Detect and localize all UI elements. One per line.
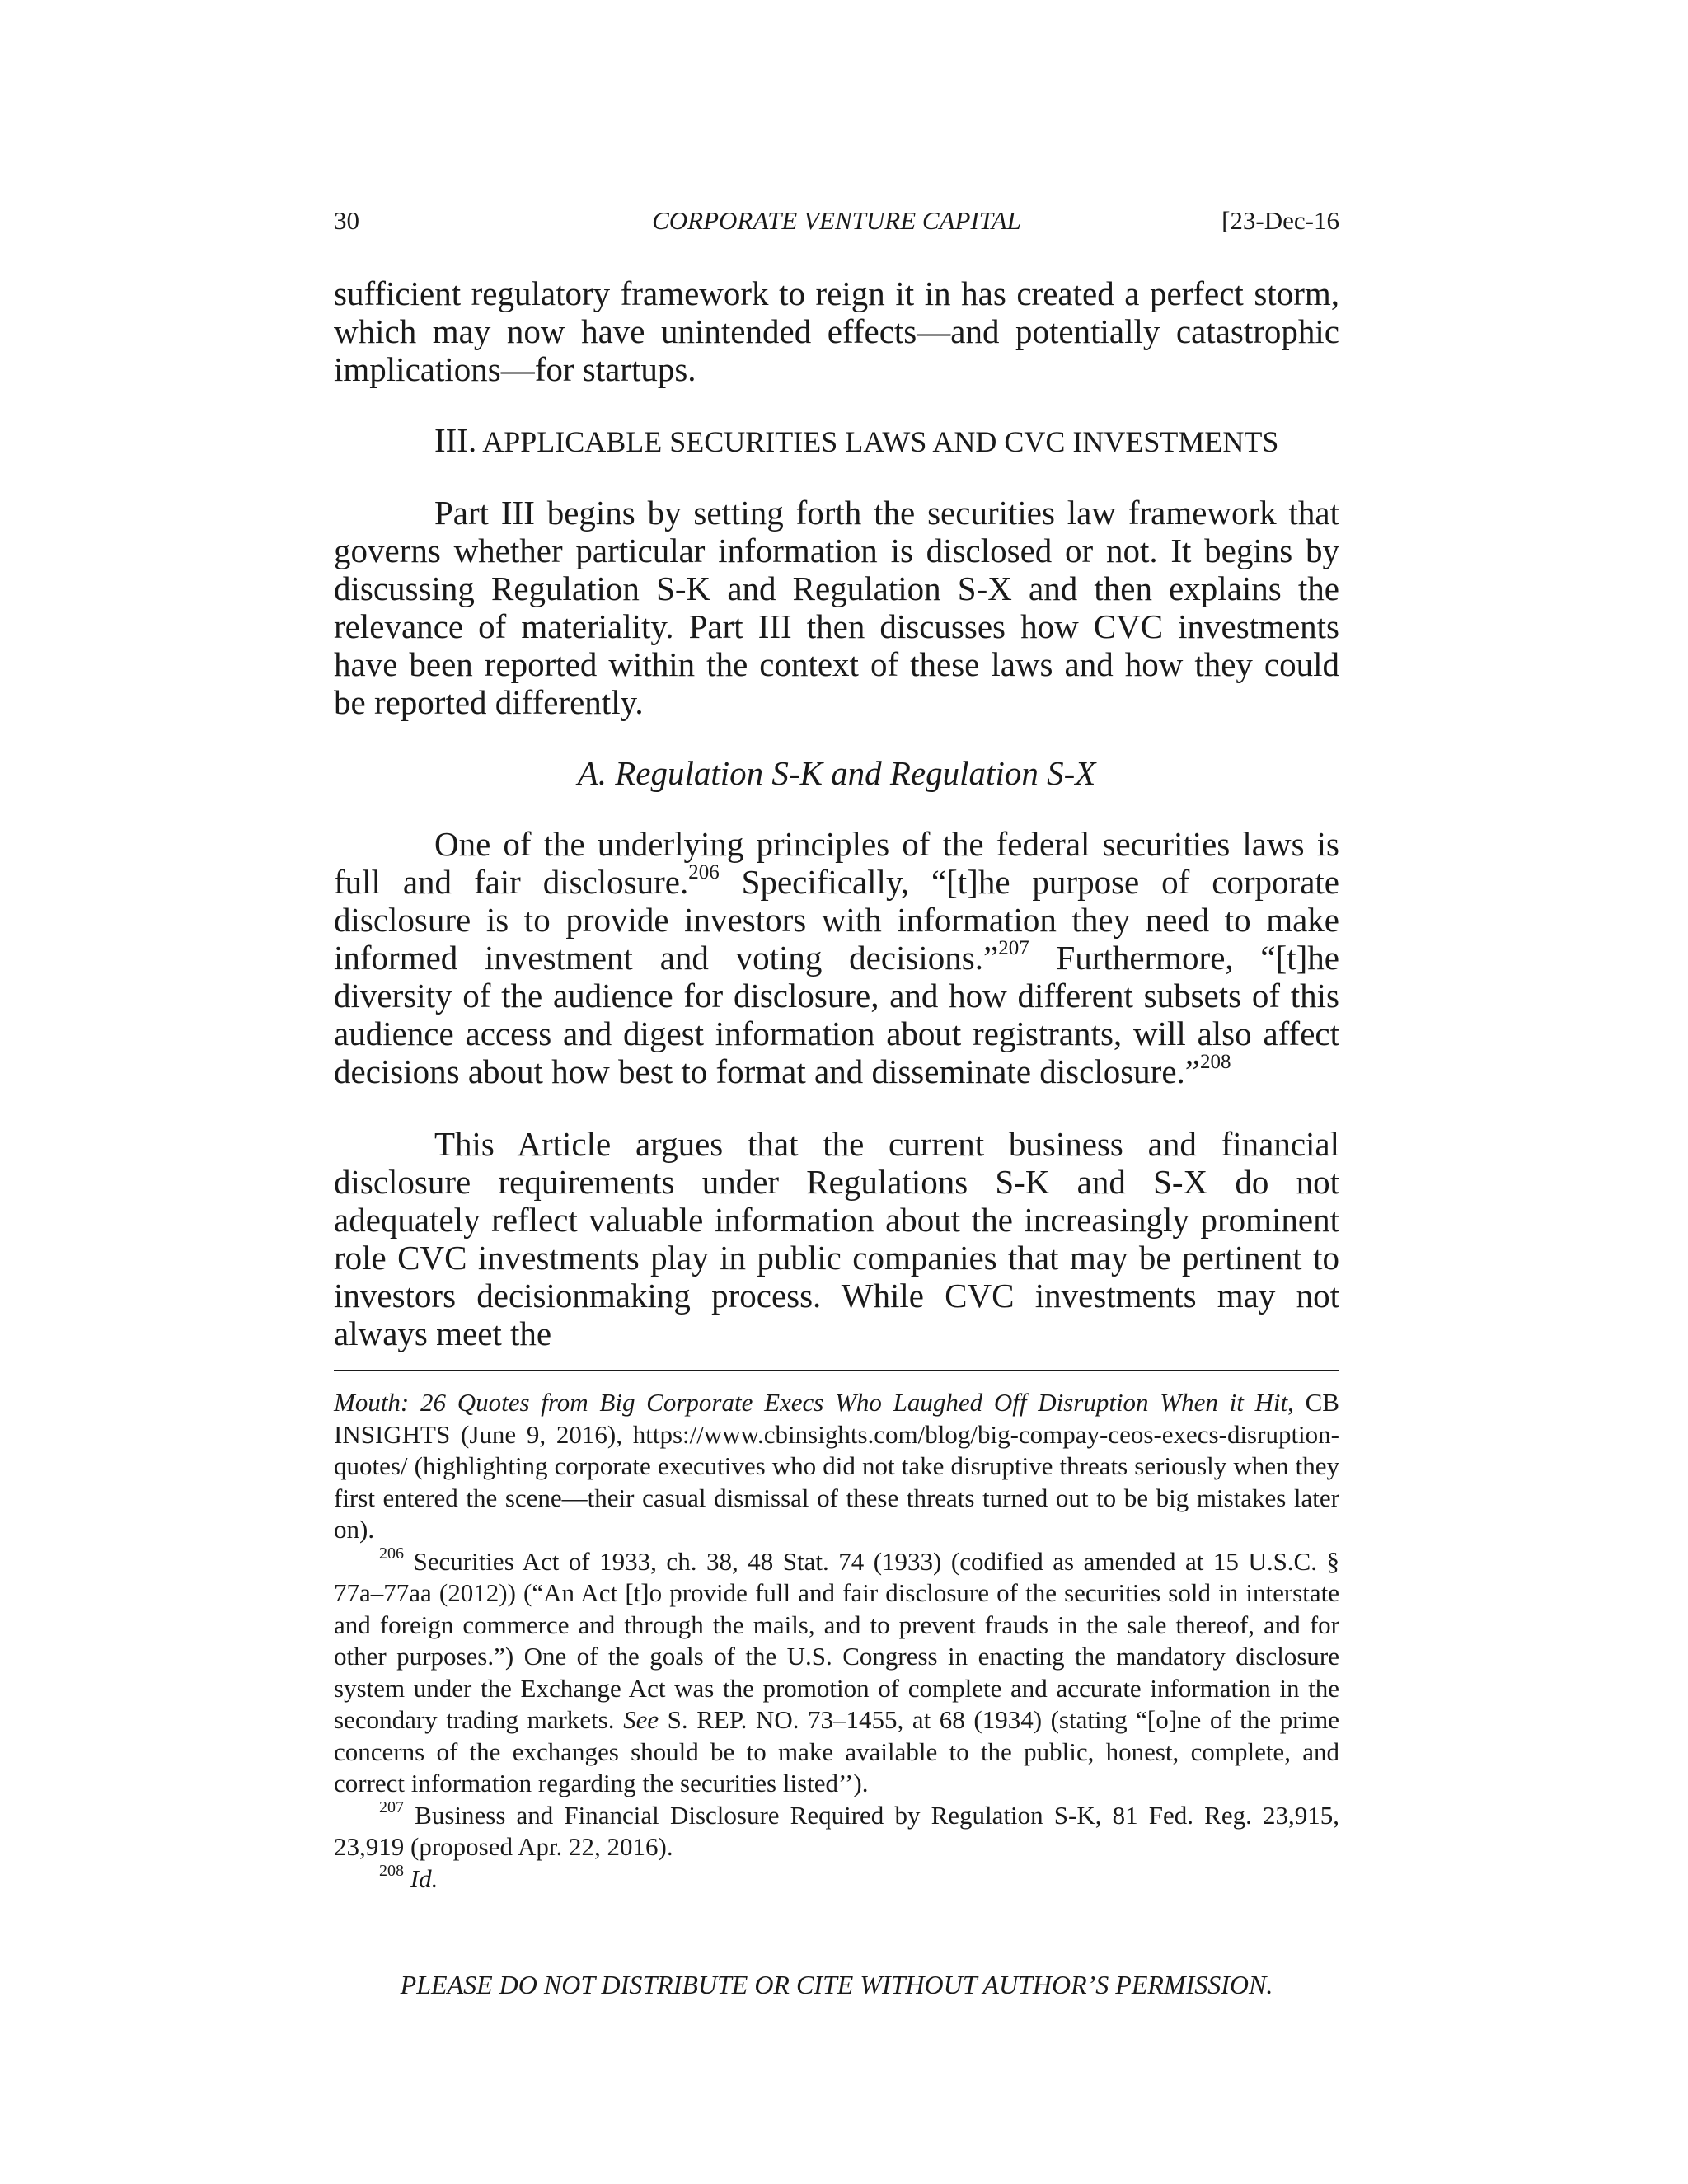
footnote-text: Id. xyxy=(404,1863,438,1893)
footnote-number: 206 xyxy=(379,1544,404,1563)
footnotes xyxy=(334,1387,1339,1895)
footnote-italic-title: Mouth: 26 Quotes from Big Corporate Execs Who Laughed Off Disruption When it Hit xyxy=(334,1388,1288,1417)
footnote-208 xyxy=(334,1863,1339,1896)
footnote-text: S. REP. NO. 73–1455, at 68 (1934) (stating “[o]ne of the prime concerns of the exchanges should be to make available to the public, honest, complete, and correct information regarding the securities listed’’). xyxy=(334,1705,1339,1797)
footnote-ref-206[interactable]: 206 xyxy=(688,861,720,883)
paragraph-article-argument: This Article argues that the current business and financial disclosure requirements under Regulations S-K and S-X do not adequately reflect valuable information about the increasingly prominent role CVC investments play in public companies that may be pertinent to investors decisionmaking process. While CVC investments may not always meet the xyxy=(334,1125,1339,1352)
footnote-signal: See xyxy=(623,1705,659,1734)
paragraph-text: Specifically, “[t]he purpose of corporate disclosure is to provide investors with information they need to make informed investment and voting decisions.” xyxy=(334,863,1339,977)
footnote-source: , CB INSIGHTS xyxy=(334,1388,1339,1449)
footnote-continued xyxy=(334,1387,1339,1546)
footnote-number: 207 xyxy=(379,1797,404,1816)
paragraph-text: One of the underlying principles of the federal securities laws is full and fair disclosure. xyxy=(334,825,1339,901)
footnote-207 xyxy=(334,1797,1339,1863)
footnote-text: Securities Act of 1933, ch. 38, 48 Stat. 74 (1933) (codified as amended at 15 U.S.C. § 77a–77aa (2012)) (“An Act [t]o provide full and fair disclosure of the securities sold in interstate and foreign commerce and through the mails, and to prevent frauds in the sale thereof, and for other purposes.”) One of the goals of the U.S. Congress in enacting the mandatory disclosure system under the Exchange Act was the promotion of complete and accurate information in the secondary trading markets. xyxy=(334,1546,1339,1734)
section-heading-text: APPLICABLE SECURITIES LAWS AND CVC INVESTMENTS xyxy=(482,425,1279,458)
footnote-206 xyxy=(334,1546,1339,1800)
paragraph-continued: sufficient regulatory framework to reign it in has created a perfect storm, which may now have unintended effects—and potentially catastrophic implications—for startups. xyxy=(334,274,1339,388)
running-title: CORPORATE VENTURE CAPITAL xyxy=(652,206,1021,235)
footnote-ref-207[interactable]: 207 xyxy=(998,937,1029,959)
page-number: 30 xyxy=(334,206,359,235)
paragraph-part-three-intro: Part III begins by setting forth the securities law framework that governs whether particular information is disclosed or not. It begins by discussing Regulation S-K and Regulation S-X and then explains the relevance of materiality. Part III then discusses how CVC investments have been reported within the context of these laws and how they could be reported differently. xyxy=(334,494,1339,721)
section-heading xyxy=(334,421,1339,461)
footnote-text: (June 9, 2016), https://www.cbinsights.com/blog/big-compay-ceos-execs-disruption-quotes/ (highlighting corporate executives who did not take disruptive threats seriously when they first entered the scene—their casual dismissal of these threats turned out to be big mistakes later on). xyxy=(334,1419,1339,1544)
footnote-divider xyxy=(334,1370,1339,1371)
paragraph-text: Furthermore, “[t]he diversity of the audience for disclosure, and how different subsets of this audience access and digest information about registrants, will also affect decisions about how best to format and disseminate disclosure.” xyxy=(334,939,1339,1090)
paragraph-disclosure-principles xyxy=(334,825,1339,1090)
page-footer-notice: PLEASE DO NOT DISTRIBUTE OR CITE WITHOUT AUTHOR’S PERMISSION. xyxy=(400,1970,1273,1999)
page-header xyxy=(334,206,1339,242)
header-date: [23-Dec-16 xyxy=(1221,206,1339,235)
section-numeral: III. xyxy=(434,421,477,459)
footnote-ref-208[interactable]: 208 xyxy=(1199,1051,1231,1073)
footnote-number: 208 xyxy=(379,1861,404,1880)
body-text xyxy=(334,274,1339,1352)
footnote-text: Business and Financial Disclosure Required by Regulation S-K, 81 Fed. Reg. 23,915, 23,919 (proposed Apr. 22, 2016). xyxy=(334,1800,1339,1861)
subsection-heading: A. Regulation S-K and Regulation S-X xyxy=(577,754,1096,792)
